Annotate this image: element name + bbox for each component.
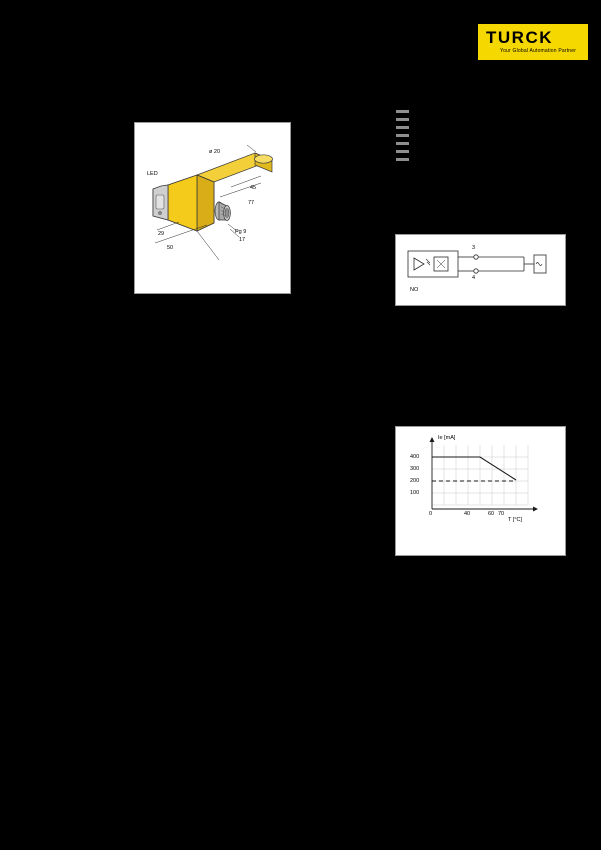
label-wrench: 17 — [239, 237, 246, 243]
product-drawing-panel — [134, 122, 291, 294]
spec-text-line — [396, 142, 409, 145]
brand-tagline: Your Global Automation Partner — [500, 48, 577, 54]
curve-max-current — [432, 457, 516, 480]
chart-grid — [432, 445, 528, 505]
curve-x-axis-label: T [°C] — [508, 517, 523, 523]
curve-x-tick-70: 70 — [498, 511, 505, 517]
curve-y-tick-300: 300 — [410, 466, 420, 472]
label-dim-45: 45 — [250, 185, 257, 191]
datasheet-page — [12, 10, 589, 840]
wiring-diagram-panel — [395, 234, 566, 306]
curve-y-tick-400: 400 — [410, 454, 420, 460]
curve-x-tick-40: 40 — [464, 511, 471, 517]
label-thread: Pg 9 — [235, 229, 247, 235]
derating-curve-panel — [395, 426, 566, 556]
spec-text-line — [396, 126, 409, 129]
turck-logo — [478, 24, 588, 60]
curve-y-axis-label: Ie [mA] — [438, 435, 456, 441]
brand-name: TURCK — [486, 28, 553, 47]
cable-gland — [215, 202, 230, 221]
wiring-diagram — [396, 235, 565, 305]
spec-text-line — [396, 150, 409, 153]
label-dim-29: 29 — [158, 231, 165, 237]
wiring-pin-4: 4 — [472, 275, 476, 281]
label-diameter: ø 20 — [209, 149, 221, 155]
wiring-function-label: NO — [410, 287, 419, 293]
chart-axes — [430, 437, 539, 512]
spec-text-line — [396, 158, 409, 161]
wiring-pin-3: 3 — [472, 245, 476, 251]
label-dim-50: 50 — [167, 245, 174, 251]
spec-text-line — [396, 134, 409, 137]
spec-text-line — [396, 118, 409, 121]
label-led: LED — [147, 171, 158, 177]
spec-text-block — [396, 110, 410, 166]
curve-y-tick-100: 100 — [410, 490, 420, 496]
connector-head — [153, 185, 168, 220]
label-dim-77: 77 — [248, 200, 255, 206]
derating-curve-chart — [396, 427, 565, 555]
sensor-body — [168, 175, 214, 231]
curve-x-tick-60: 60 — [488, 511, 495, 517]
curve-x-tick-0: 0 — [429, 511, 433, 517]
spec-text-line — [396, 110, 409, 113]
curve-y-tick-200: 200 — [410, 478, 420, 484]
